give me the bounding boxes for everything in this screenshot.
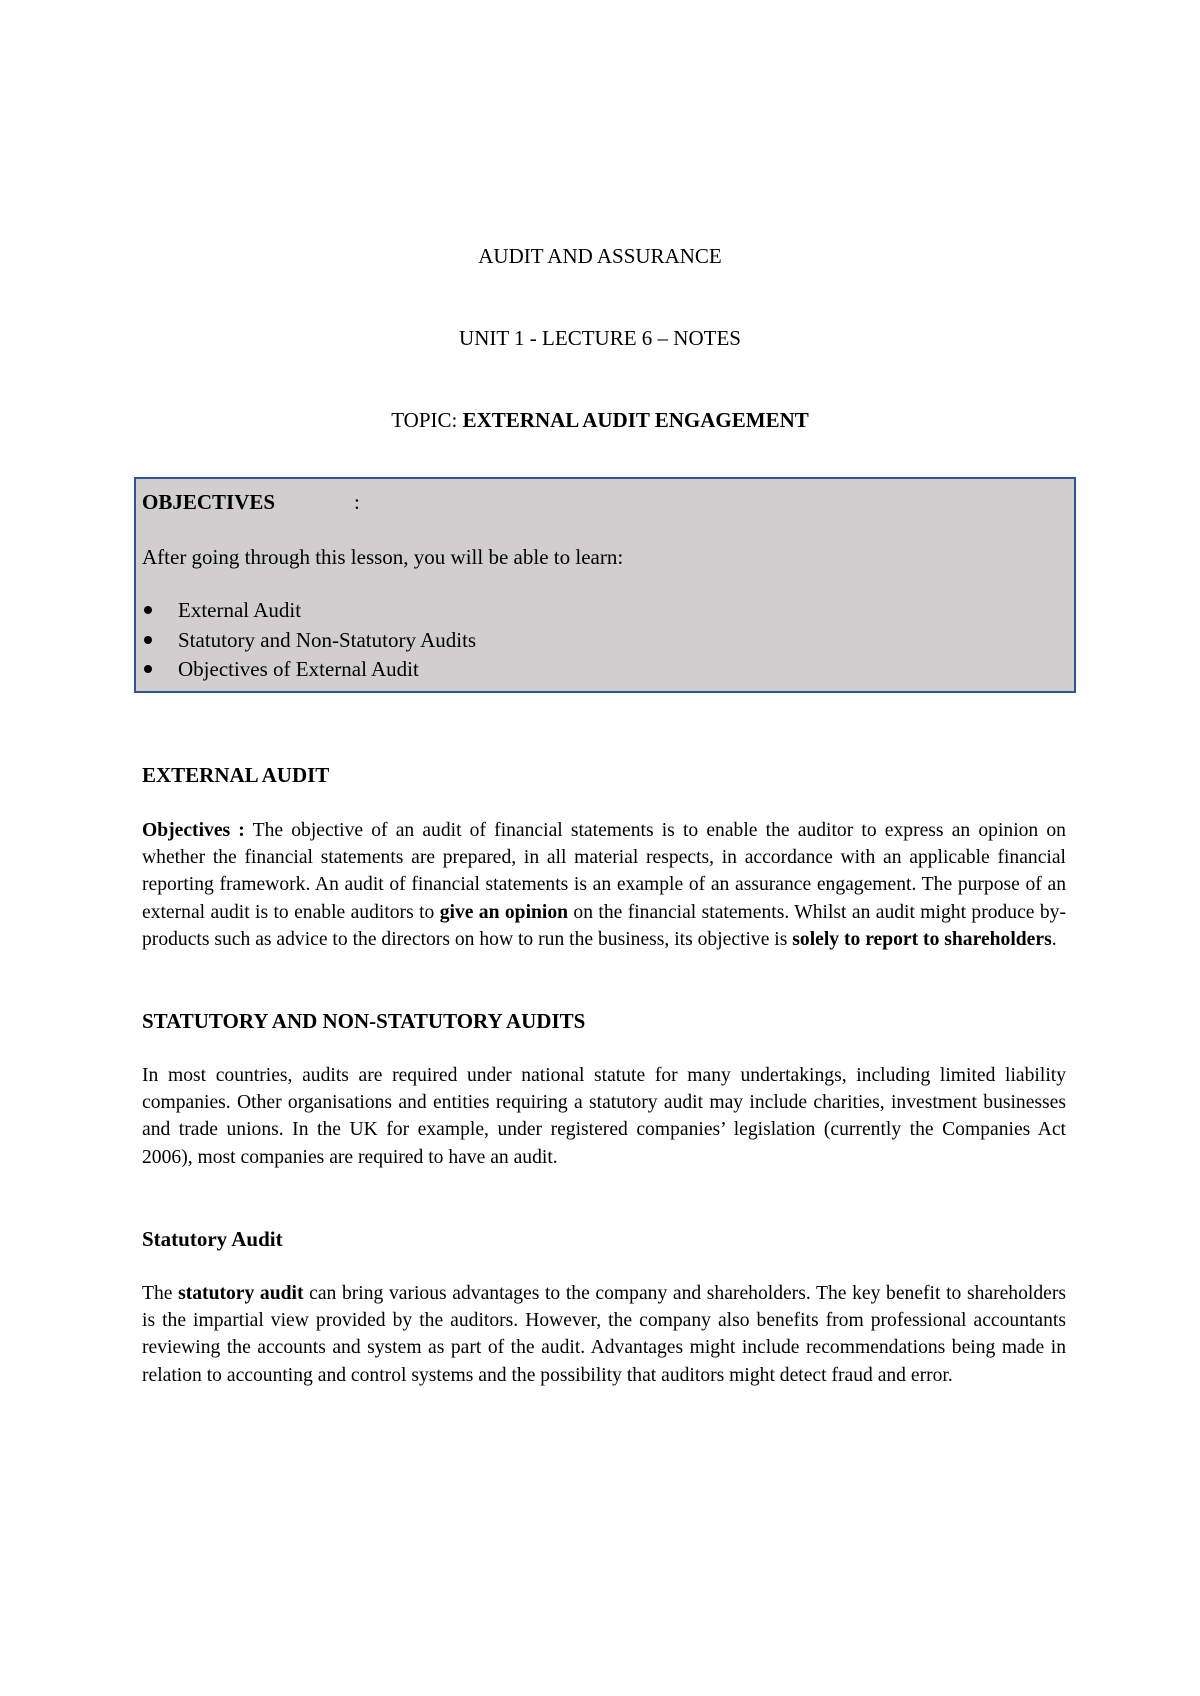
list-item-label: External Audit <box>178 598 302 622</box>
statutory-non-statutory-paragraph: In most countries, audits are required under national statute for many undertakings, including limited liability companies. Other organisations and entities requiring a statutory audit may include charities, investment businesses and trade unions. In the UK for example, under registered companies’ legislation (currently the Companies Act 2006), most companies are required to have an audit. <box>142 1065 1066 1168</box>
paragraph-text: on the financial statements. Whilst an audit might produce by-products such as advice to the directors on how to run the business, its objective is <box>142 901 1066 950</box>
external-audit-paragraph <box>142 817 1066 953</box>
objectives-colon: : <box>354 490 360 514</box>
course-title: AUDIT AND ASSURANCE <box>478 244 722 268</box>
topic-line <box>0 407 1200 433</box>
external-audit-heading: EXTERNAL AUDIT <box>142 763 330 787</box>
paragraph-text: The <box>142 1283 179 1304</box>
paragraph-emphasis: solely to report to shareholders <box>792 928 1052 950</box>
paragraph-emphasis: statutory audit <box>178 1283 304 1304</box>
bullet-icon <box>144 606 152 614</box>
bullet-icon <box>144 665 152 673</box>
statutory-non-statutory-heading: STATUTORY AND NON-STATUTORY AUDITS <box>142 1009 586 1033</box>
topic-label: TOPIC: <box>391 408 463 432</box>
objectives-box <box>134 477 1076 693</box>
objectives-heading: OBJECTIVES <box>142 490 276 514</box>
paragraph-text: can bring various advantages to the company and shareholders. The key benefit to shareholders is the impartial view provided by the auditors. However, the company also benefits from professional accountants reviewing the accounts and system as part of the audit. Advantages might include recommendations being made in relation to accounting and control systems and the possibility that auditors might detect fraud and error. <box>142 1283 1066 1386</box>
objectives-label: Objectives : <box>142 820 245 841</box>
paragraph-text: The objective of an audit of financial statements is to enable the auditor to express an opinion on whether the financial statements are prepared, in all material respects, in accordance with an applicable financial reporting framework. An audit of financial statements is an example of an assurance engagement. The purpose of an external audit is to enable auditors to <box>142 820 1066 923</box>
objectives-intro: After going through this lesson, you will be able to learn: <box>142 545 624 569</box>
statutory-audit-paragraph <box>142 1280 1066 1389</box>
statutory-audit-heading: Statutory Audit <box>142 1227 283 1251</box>
bullet-icon <box>144 636 152 644</box>
paragraph-emphasis: give an opinion <box>439 901 569 923</box>
list-item-label: Statutory and Non-Statutory Audits <box>178 627 477 652</box>
list-item-label: Objectives of External Audit <box>178 657 419 681</box>
topic-value: EXTERNAL AUDIT ENGAGEMENT <box>462 408 809 432</box>
paragraph-text: . <box>1051 928 1057 950</box>
unit-title: UNIT 1 - LECTURE 6 – NOTES <box>459 326 741 350</box>
